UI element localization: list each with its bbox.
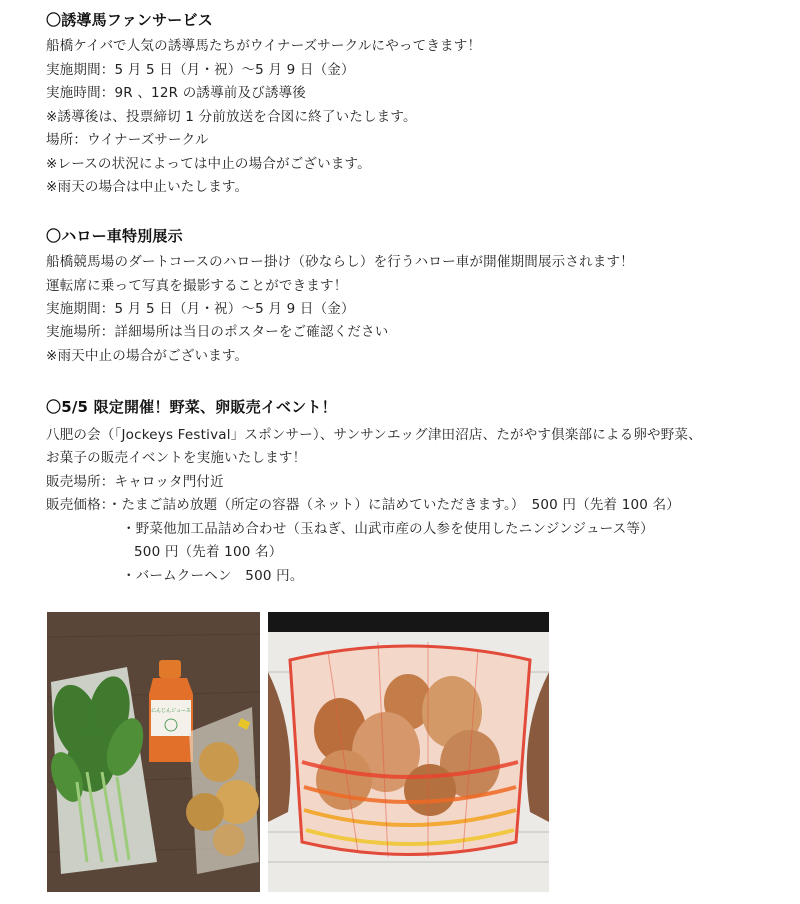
section-heading-harrow-vehicle: 〇ハロー車特別展示 [46, 227, 183, 245]
section-text: ※誘導後は、投票締切 1 分前放送を合図に終了いたします。 [46, 109, 417, 125]
section-heading-lead-horse: 〇誘導馬ファンサービス [46, 11, 213, 29]
section-text: 販売価格：・たまご詰め放題（所定の容器（ネット）に詰めていただきます。） 500 円（先着 100 名） [46, 497, 680, 513]
section-text: 販売場所：キャロッタ門付近 [46, 474, 224, 490]
section-text: 運転席に乗って写真を撮影することができます！ [46, 278, 348, 294]
section-text: 実施場所：詳細場所は当日のポスターをご確認ください [46, 324, 389, 340]
section-text: ※雨天中止の場合がございます。 [46, 348, 249, 364]
vegetables-photo [47, 612, 260, 892]
price-list-item: 500 円（先着 100 名） [134, 544, 283, 560]
section-text: ※雨天の場合は中止いたします。 [46, 179, 249, 195]
section-text: 実施期間：5 月 5 日（月・祝）〜5 月 9 日（金） [46, 62, 355, 78]
section-text: 実施時間：9R 、12R の誘導前及び誘導後 [46, 85, 307, 101]
price-list-item: ・バームクーヘン 500 円。 [122, 568, 304, 584]
section-text: 船橋競馬場のダートコースのハロー掛け（砂ならし）を行うハロー車が開催期間展示されます！ [46, 254, 634, 270]
bottle-label: にんじんジュース [151, 708, 191, 714]
section-text: 船橋ケイバで人気の誘導馬たちがウイナーズサークルにやってきます！ [46, 38, 482, 54]
section-text: 実施期間：5 月 5 日（月・祝）〜5 月 9 日（金） [46, 301, 355, 317]
section-text: 場所：ウイナーズサークル [46, 132, 209, 148]
price-list-item: ・野菜他加工品詰め合わせ（玉ねぎ、山武市産の人参を使用したニンジンジュース等） [122, 521, 654, 537]
section-text: 八肥の会（「Jockeys Festival」スポンサー）、サンサンエッグ津田沼店、たがやす倶楽部による卵や野菜、 [46, 427, 702, 443]
section-heading-vegetable-egg-sale: 〇5/5 限定開催！野菜、卵販売イベント！ [46, 398, 337, 416]
section-text: お菓子の販売イベントを実施いたします！ [46, 450, 307, 466]
eggs-photo [268, 612, 549, 892]
section-text: ※レースの状況によっては中止の場合がございます。 [46, 156, 371, 172]
